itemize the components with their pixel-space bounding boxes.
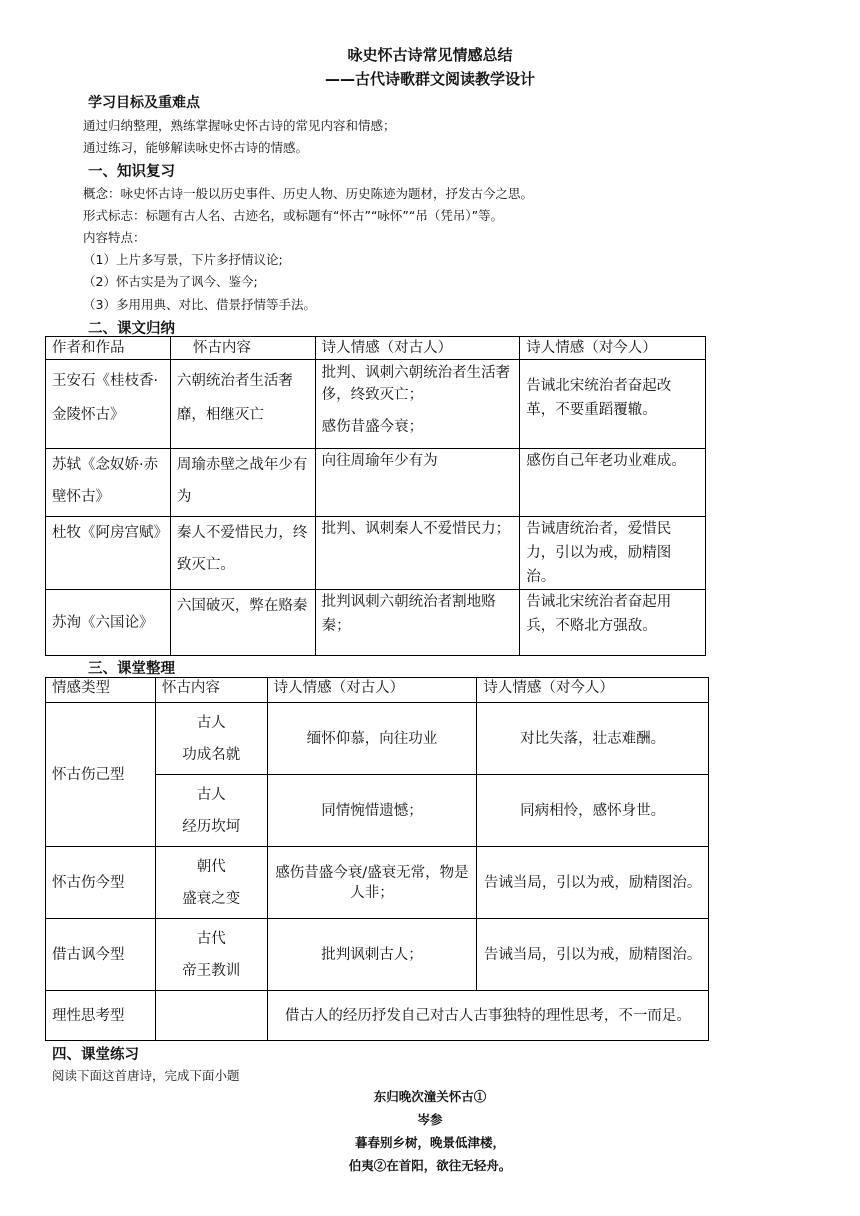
modern-cell: 对比失落，壮志难酬。 <box>477 703 709 775</box>
ancient-cell: 向往周瑜年少有为 <box>315 449 520 517</box>
goals-heading: 学习目标及重难点 <box>88 95 200 111</box>
content-line: 盛衰之变 <box>182 890 241 907</box>
exercise-intro: 阅读下面这首唐诗，完成下面小题 <box>52 1068 240 1083</box>
goal-line-1: 通过归纳整理，熟练掌握咏史怀古诗的常见内容和情感； <box>83 118 396 133</box>
type-cell: 怀古伤己型 <box>46 703 156 847</box>
table-row <box>46 517 706 590</box>
content-cell: 周瑜赤壁之战年少有为 <box>170 449 315 517</box>
classification-table <box>45 677 709 1041</box>
review-content-label: 内容特点： <box>83 230 146 245</box>
review-concept: 概念：咏史怀古诗一般以历史事件、历史人物、历史陈迹为题材，抒发古今之思。 <box>83 186 534 201</box>
header-cell: 情感类型 <box>46 678 156 703</box>
document-title: 咏史怀古诗常见情感总结 <box>347 46 513 64</box>
content-cell: 秦人不爱惜民力，终致灭亡。 <box>170 517 315 590</box>
content-line: 功成名就 <box>182 746 241 763</box>
header-cell: 作者和作品 <box>46 337 171 360</box>
header-cell: 诗人情感（对古人） <box>315 337 520 360</box>
table-header-row <box>46 678 709 703</box>
table-row <box>46 919 709 991</box>
content-cell <box>155 919 267 991</box>
ancient-cell: 缅怀仰慕，向往功业 <box>267 703 477 775</box>
content-line: 经历坎坷 <box>182 818 241 835</box>
table-header-row <box>46 337 706 360</box>
content-cell <box>155 775 267 847</box>
type-cell: 理性思考型 <box>46 991 156 1041</box>
header-cell: 诗人情感（对今人） <box>520 337 706 360</box>
type-cell: 怀古伤今型 <box>46 847 156 919</box>
review-point-1: （1）上片多写景，下片多抒情议论; <box>83 252 283 267</box>
ancient-cell: 感伤昔盛今衰/盛衰无常，物是人非； <box>267 847 477 919</box>
review-heading: 一、知识复习 <box>88 164 175 180</box>
header-cell: 诗人情感（对今人） <box>477 678 709 703</box>
ancient-cell: 同情惋惜遗憾； <box>267 775 477 847</box>
table-row <box>46 449 706 517</box>
type-cell: 借古讽今型 <box>46 919 156 991</box>
goal-line-2: 通过练习，能够解读咏史怀古诗的情感。 <box>83 140 309 155</box>
review-form: 形式标志：标题有古人名、古迹名，或标题有“怀古”“咏怀”“吊（凭吊）”等。 <box>83 208 504 223</box>
poem-author: 岑参 <box>417 1112 443 1127</box>
review-point-3: （3）多用用典、对比、借景抒情等手法。 <box>83 297 316 312</box>
content-cell: 六国破灭，弊在赂秦 <box>170 590 315 656</box>
work-cell: 王安石《桂枝香·金陵怀古》 <box>46 360 171 449</box>
header-cell: 怀古内容 <box>155 678 267 703</box>
header-cell: 怀古内容 <box>170 337 315 360</box>
content-line: 古人 <box>196 786 226 803</box>
work-cell: 苏洵《六国论》 <box>46 590 171 656</box>
content-cell <box>155 991 267 1041</box>
modern-cell: 告诫当局，引以为戒，励精图治。 <box>477 919 709 991</box>
content-line: 古人 <box>196 714 226 731</box>
table-row <box>46 590 706 656</box>
modern-cell: 告诫当局，引以为戒，励精图治。 <box>477 847 709 919</box>
table-row <box>46 360 706 449</box>
table-row <box>46 991 709 1041</box>
content-line: 古代 <box>196 930 226 947</box>
content-cell: 六朝统治者生活奢靡，相继灭亡 <box>170 360 315 449</box>
ancient-text: 批判、讽刺六朝统治者生活奢侈，终致灭亡； <box>321 365 511 403</box>
summary-table <box>45 336 706 656</box>
ancient-text-2: 感伤昔盛今衰； <box>321 419 424 435</box>
poem-line-1: 暮春别乡树，晚景低津楼， <box>354 1135 505 1150</box>
modern-cell: 同病相怜，感怀身世。 <box>477 775 709 847</box>
table-row <box>46 847 709 919</box>
modern-cell: 感伤自己年老功业难成。 <box>520 449 706 517</box>
section3-heading: 三、课堂整理 <box>88 661 175 677</box>
header-cell: 诗人情感（对古人） <box>267 678 477 703</box>
modern-cell: 告诫北宋统治者奋起用兵，不赂北方强敌。 <box>520 590 706 656</box>
document-subtitle: ——古代诗歌群文阅读教学设计 <box>324 70 535 88</box>
section2-heading: 二、课文归纳 <box>88 321 175 337</box>
table-row <box>46 703 709 775</box>
work-cell: 苏轼《念奴娇·赤壁怀古》 <box>46 449 171 517</box>
modern-cell: 告诫北宋统治者奋起改革，不要重蹈覆辙。 <box>520 360 706 449</box>
poem-line-2: 伯夷②在首阳，欲往无轻舟。 <box>348 1158 512 1173</box>
content-cell <box>155 703 267 775</box>
content-line: 朝代 <box>196 858 226 875</box>
ancient-cell: 批判、讽刺秦人不爱惜民力； <box>315 517 520 590</box>
content-cell <box>155 847 267 919</box>
ancient-cell: 批判讽刺古人； <box>267 919 477 991</box>
section4-heading: 四、课堂练习 <box>52 1047 139 1063</box>
ancient-cell: 批判讽刺六朝统治者割地赂秦； <box>315 590 520 656</box>
work-cell: 杜牧《阿房宫赋》 <box>46 517 171 590</box>
content-line: 帝王教训 <box>182 962 241 979</box>
review-point-2: （2）怀古实是为了讽今、鉴今; <box>83 274 258 289</box>
ancient-cell <box>315 360 520 449</box>
merged-cell: 借古人的经历抒发自己对古人古事独特的理性思考，不一而足。 <box>267 991 708 1041</box>
modern-cell: 告诫唐统治者，爱惜民力，引以为戒，励精图治。 <box>520 517 706 590</box>
poem-title: 东归晚次潼关怀古① <box>373 1089 487 1104</box>
